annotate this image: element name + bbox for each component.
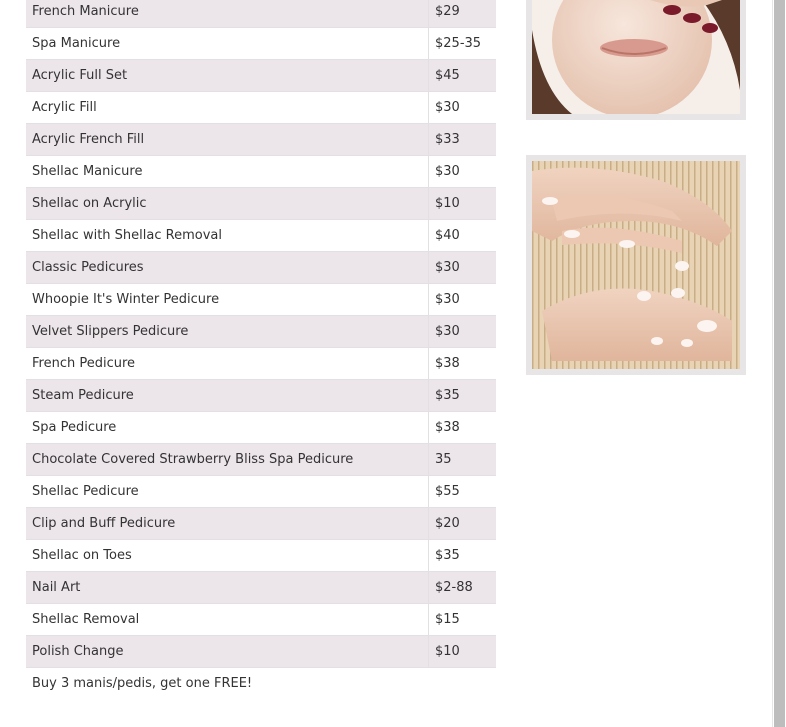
service-price: $2-88 (429, 572, 497, 604)
table-row (26, 188, 496, 220)
service-price: 35 (429, 444, 497, 476)
face-manicure-photo (532, 0, 740, 114)
table-row (26, 540, 496, 572)
service-price: $15 (429, 604, 497, 636)
service-name: Shellac on Toes (26, 540, 429, 572)
hands-photo-frame (526, 155, 746, 375)
service-price: $45 (429, 60, 497, 92)
table-row (26, 604, 496, 636)
service-price: $35 (429, 540, 497, 572)
table-row (26, 28, 496, 60)
table-row (26, 508, 496, 540)
service-name: Spa Pedicure (26, 412, 429, 444)
service-price: $20 (429, 508, 497, 540)
promo-row (26, 668, 496, 700)
promo-note: Buy 3 manis/pedis, get one FREE! (26, 668, 496, 700)
service-name: Polish Change (26, 636, 429, 668)
table-row (26, 444, 496, 476)
table-row (26, 220, 496, 252)
service-price: $38 (429, 348, 497, 380)
service-name: Spa Manicure (26, 28, 429, 60)
service-name: Acrylic Fill (26, 92, 429, 124)
service-name: Acrylic French Fill (26, 124, 429, 156)
service-price: $29 (429, 0, 497, 28)
table-row (26, 412, 496, 444)
hands-feet-pedicure-photo (532, 161, 740, 369)
table-row (26, 60, 496, 92)
service-name: Velvet Slippers Pedicure (26, 316, 429, 348)
service-name: Whoopie It's Winter Pedicure (26, 284, 429, 316)
table-row (26, 348, 496, 380)
face-manicure-illustration (532, 0, 740, 114)
service-name: Steam Pedicure (26, 380, 429, 412)
table-row (26, 156, 496, 188)
service-price: $30 (429, 252, 497, 284)
service-price: $35 (429, 380, 497, 412)
service-name: Shellac on Acrylic (26, 188, 429, 220)
service-name: Nail Art (26, 572, 429, 604)
price-list-body (26, 0, 496, 699)
table-row (26, 252, 496, 284)
service-name: Shellac Removal (26, 604, 429, 636)
service-price: $30 (429, 316, 497, 348)
service-name: Shellac Manicure (26, 156, 429, 188)
service-name: Chocolate Covered Strawberry Bliss Spa Pedicure (26, 444, 429, 476)
vertical-scrollbar[interactable] (772, 0, 786, 727)
table-row (26, 572, 496, 604)
service-name: Classic Pedicures (26, 252, 429, 284)
service-name: Clip and Buff Pedicure (26, 508, 429, 540)
service-price: $10 (429, 636, 497, 668)
service-price: $30 (429, 284, 497, 316)
hands-feet-illustration (532, 161, 740, 369)
table-row (26, 124, 496, 156)
table-row (26, 284, 496, 316)
service-price: $25-35 (429, 28, 497, 60)
table-row (26, 636, 496, 668)
service-price: $30 (429, 156, 497, 188)
table-row (26, 476, 496, 508)
service-price: $55 (429, 476, 497, 508)
table-row (26, 92, 496, 124)
service-price: $33 (429, 124, 497, 156)
price-list-table (26, 0, 496, 699)
scrollbar-thumb[interactable] (774, 0, 785, 727)
table-row (26, 0, 496, 28)
service-name: French Manicure (26, 0, 429, 28)
service-price: $38 (429, 412, 497, 444)
service-name: French Pedicure (26, 348, 429, 380)
face-photo-frame (526, 0, 746, 120)
service-name: Acrylic Full Set (26, 60, 429, 92)
service-name: Shellac with Shellac Removal (26, 220, 429, 252)
table-row (26, 316, 496, 348)
service-price: $30 (429, 92, 497, 124)
service-name: Shellac Pedicure (26, 476, 429, 508)
table-row (26, 380, 496, 412)
service-price: $40 (429, 220, 497, 252)
service-price: $10 (429, 188, 497, 220)
